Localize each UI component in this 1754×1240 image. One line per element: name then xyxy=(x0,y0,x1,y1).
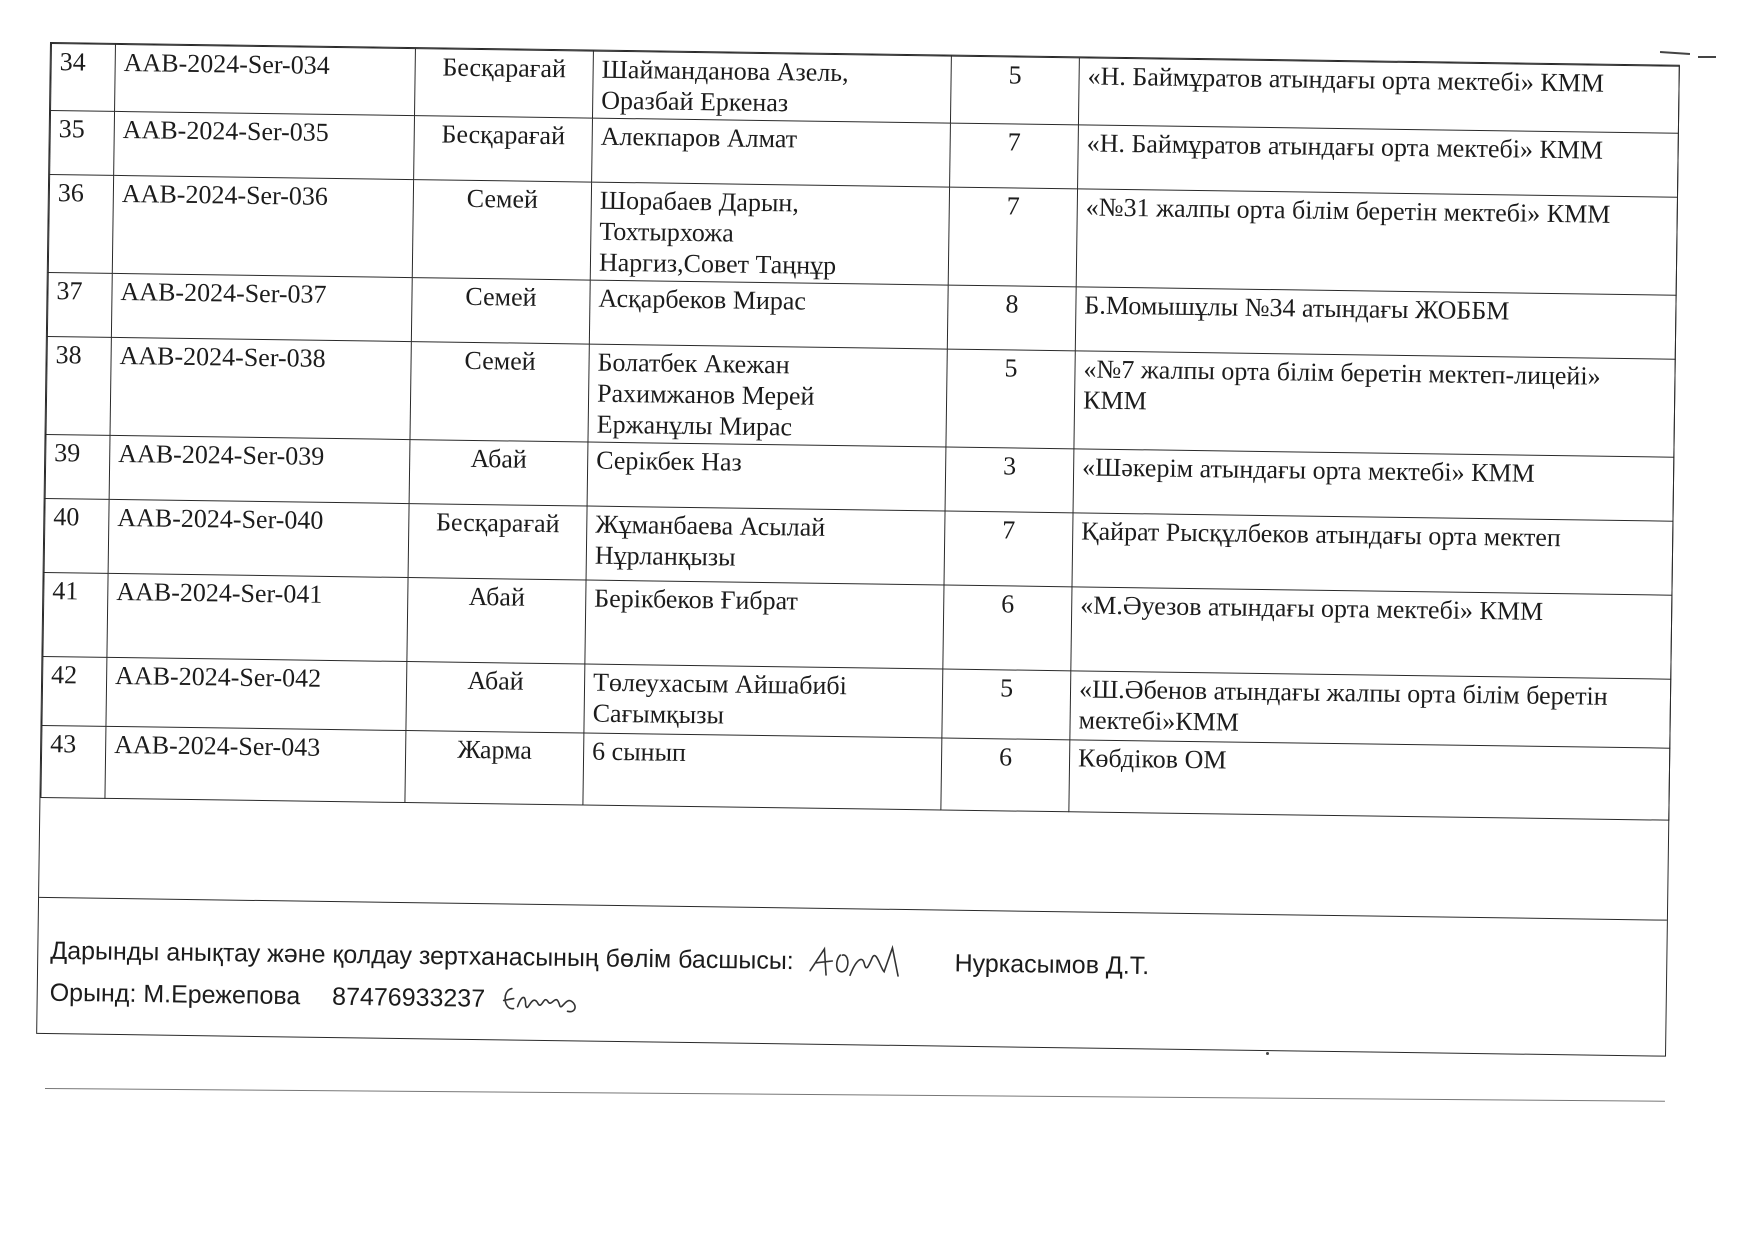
student-name: Алекпаров Алмат xyxy=(600,121,798,154)
school-name: «№31 жалпы орта білім беретін мектебі» КММ xyxy=(1076,189,1677,295)
executor-signature xyxy=(498,980,589,1021)
footer xyxy=(37,897,1667,1056)
students-cell xyxy=(587,442,946,511)
students-cell xyxy=(592,51,951,123)
student-name: Наргиз,Совет Таңнұр xyxy=(598,247,837,280)
student-name: Сағымқызы xyxy=(592,698,725,730)
registration-code: AAB-2024-Ser-041 xyxy=(107,573,408,661)
grade-value: 6 xyxy=(943,585,1072,671)
grade-value: 8 xyxy=(947,285,1076,351)
school-name: «Шәкерім атындағы орта мектебі» КММ xyxy=(1073,449,1674,521)
row-number: 41 xyxy=(43,572,108,657)
row-number: 37 xyxy=(47,272,112,337)
registration-code: AAB-2024-Ser-037 xyxy=(111,273,412,341)
grade-value: 6 xyxy=(941,738,1070,812)
students-cell xyxy=(590,182,949,285)
student-name: Ержанұлы Мирас xyxy=(596,409,793,442)
department-head-name: Нуркасымов Д.Т. xyxy=(954,949,1150,981)
district-name: Бесқарағай xyxy=(415,49,594,118)
row-number: 40 xyxy=(44,498,109,573)
district-name: Семей xyxy=(410,342,589,442)
head-signature xyxy=(806,941,917,987)
students-cell xyxy=(592,118,951,187)
page-bottom-rule xyxy=(45,1088,1665,1102)
student-name: Тохтырхожа xyxy=(599,216,734,248)
district-name: Семей xyxy=(412,180,591,280)
students-cell xyxy=(585,580,944,669)
student-name: Серікбек Наз xyxy=(596,445,742,477)
students-cell xyxy=(584,664,943,738)
executor-phone: 87476933237 xyxy=(331,982,486,1013)
row-number: 43 xyxy=(41,725,106,798)
registration-code: AAB-2024-Ser-038 xyxy=(110,337,411,439)
scan-mark xyxy=(1660,51,1690,55)
school-name: «Ш.Әбенов атындағы жалпы орта білім беретін мектебі»КММ xyxy=(1070,671,1671,748)
school-name: Көбдіков ОМ xyxy=(1069,740,1670,820)
student-name: 6 сынып xyxy=(591,736,687,767)
students-cell xyxy=(583,733,942,810)
registration-code: AAB-2024-Ser-039 xyxy=(109,435,410,503)
scan-mark xyxy=(1266,1052,1269,1055)
school-name: Қайрат Рысқұлбеков атындағы орта мектеп xyxy=(1072,513,1673,595)
grade-value: 3 xyxy=(945,447,1074,513)
students-table xyxy=(40,43,1679,821)
student-name: Жұманбаева Асылай xyxy=(595,509,826,542)
school-name: «Н. Баймұратов атындағы орта мектебі» КММ xyxy=(1078,125,1679,197)
students-cell xyxy=(588,344,947,447)
school-name: Б.Момышұлы №34 атындағы ЖОББМ xyxy=(1075,287,1676,359)
student-name: Болатбек Акежан xyxy=(597,347,790,380)
grade-value: 7 xyxy=(944,511,1073,587)
students-cell xyxy=(586,506,945,585)
district-name: Жарма xyxy=(405,731,584,805)
student-name: Төлеухасым Айшабибі xyxy=(592,667,848,701)
registration-code: AAB-2024-Ser-035 xyxy=(114,111,415,179)
row-number: 42 xyxy=(42,656,107,726)
student-name: Берікбеков Ғибрат xyxy=(594,583,799,616)
scan-mark xyxy=(1698,56,1716,58)
grade-value: 7 xyxy=(950,123,1079,189)
district-name: Абай xyxy=(409,440,588,506)
registration-code: AAB-2024-Ser-034 xyxy=(115,44,416,115)
grade-value: 7 xyxy=(948,187,1077,287)
student-name: Оразбай Еркеназ xyxy=(601,85,789,118)
row-number: 36 xyxy=(48,175,113,274)
district-name: Семей xyxy=(411,278,590,344)
district-name: Абай xyxy=(406,662,585,733)
student-name: Нұрланқызы xyxy=(594,540,736,572)
row-number: 38 xyxy=(46,336,111,435)
school-name: «№7 жалпы орта білім беретін мектеп-лицейі» КММ xyxy=(1074,351,1675,457)
student-name: Рахимжанов Мерей xyxy=(596,378,815,411)
row-number: 35 xyxy=(50,111,115,176)
grade-value: 5 xyxy=(946,349,1075,449)
district-name: Абай xyxy=(407,578,586,664)
grade-value: 5 xyxy=(942,669,1071,740)
registration-code: AAB-2024-Ser-036 xyxy=(112,175,413,277)
student-name: Асқарбеков Мирас xyxy=(598,283,807,316)
department-head-title: Дарынды анықтау және қолдау зертханасының бөлім басшысы: xyxy=(50,936,794,976)
row-number: 34 xyxy=(51,44,116,112)
registration-code: AAB-2024-Ser-040 xyxy=(108,499,409,577)
school-name: «Н. Баймұратов атындағы орта мектебі» КММ xyxy=(1078,58,1679,133)
document-sheet xyxy=(36,42,1680,1057)
registration-code: AAB-2024-Ser-042 xyxy=(106,657,407,730)
registration-code: AAB-2024-Ser-043 xyxy=(105,726,406,802)
executor-label: Орынд: М.Ережепова xyxy=(49,978,301,1011)
row-number: 39 xyxy=(45,434,110,499)
student-name: Шорабаев Дарын, xyxy=(599,185,800,218)
school-name: «М.Әуезов атындағы орта мектебі» КММ xyxy=(1071,587,1672,679)
students-table-body xyxy=(41,44,1679,821)
student-name: Шайманданова Азель, xyxy=(601,54,849,88)
students-cell xyxy=(589,280,948,349)
district-name: Бесқарағай xyxy=(408,504,587,580)
district-name: Бесқарағай xyxy=(414,116,593,182)
grade-value: 5 xyxy=(950,56,1079,125)
